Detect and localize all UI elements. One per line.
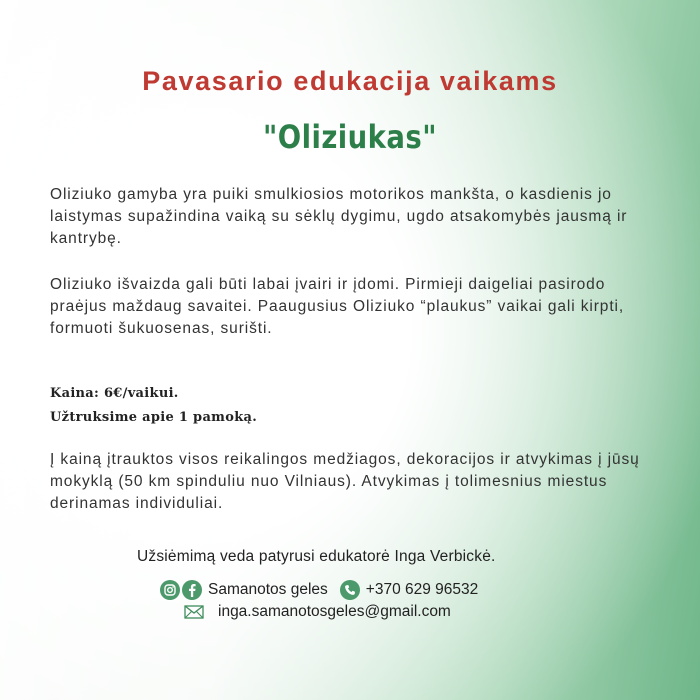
- facebook-icon[interactable]: [182, 580, 202, 600]
- social-name[interactable]: Samanotos geles: [208, 581, 328, 598]
- program-name: "Oliziukas": [263, 118, 437, 156]
- included-info-paragraph: Į kainą įtrauktos visos reikalingos medžiagos, dekoracijos ir atvykimas į jūsų mokyklą (50 km spinduliu nuo Vilniaus). Atvykimas į tolimesnius miestus derinamas individuliai.: [50, 451, 640, 512]
- phone-contact[interactable]: [340, 580, 479, 600]
- contact-row-social-phone: [160, 580, 478, 600]
- description-paragraph-1: Oliziuko gamyba yra puiki smulkiosios motorikos mankšta, o kasdienis jo laistymas supažindina vaiką su sėklų dygimu, ugdo atsakomybės jausmą ir kantrybę.: [50, 186, 628, 247]
- instructor-text: Užsiėmimą veda patyrusi edukatorė Inga Verbickė.: [137, 548, 496, 565]
- phone-number[interactable]: +370 629 96532: [365, 581, 479, 598]
- duration-text: Užtruksime apie 1 pamoką.: [50, 410, 258, 425]
- contact-row-email: [184, 603, 451, 621]
- description-paragraph-2: Oliziuko išvaizda gali būti labai įvairi ir įdomi. Pirmieji daigeliai pasirodo praėjus maždaug savaitei. Paaugusius Oliziuko “plaukus” vaikai gali kirpti, formuoti šukuosenas, surišti.: [50, 276, 625, 337]
- page-title: Pavasario edukacija vaikams: [142, 66, 558, 96]
- mail-icon: [184, 605, 204, 619]
- email-address[interactable]: inga.samanotosgeles@gmail.com: [218, 603, 451, 620]
- instagram-icon[interactable]: [160, 580, 180, 600]
- price-text: Kaina: 6€/vaikui.: [50, 386, 179, 401]
- phone-icon: [340, 580, 360, 600]
